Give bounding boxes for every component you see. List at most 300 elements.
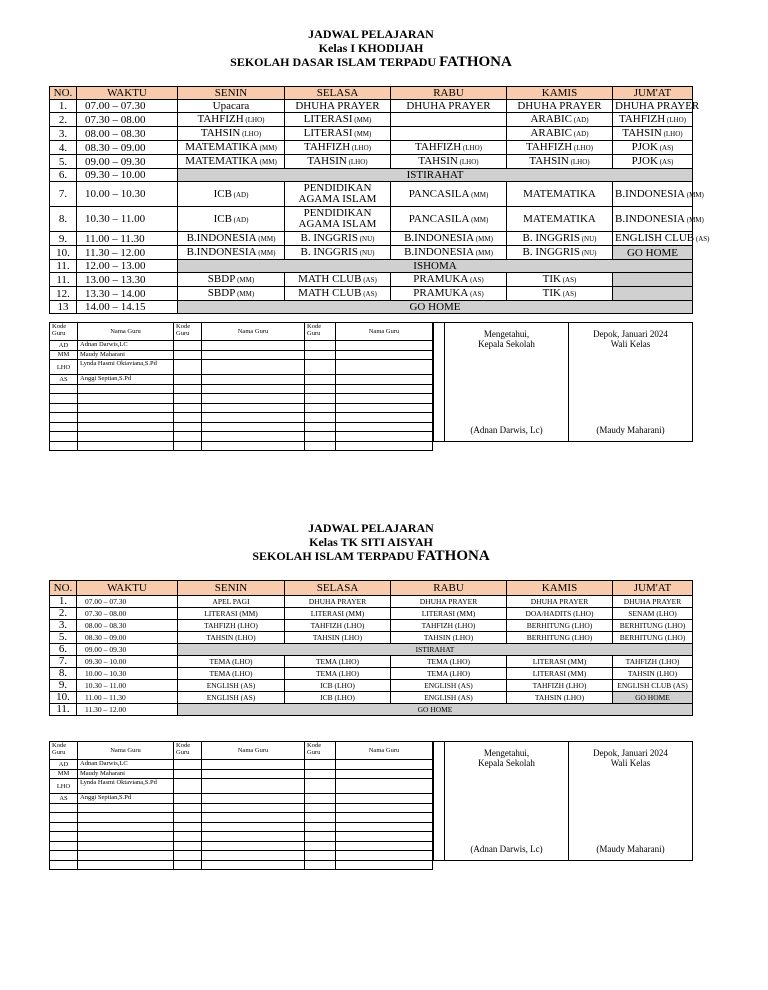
lesson-cell bbox=[613, 273, 693, 287]
row-number: 7. bbox=[50, 656, 77, 668]
legend-row bbox=[50, 341, 433, 351]
lesson-cell: ISTIRAHAT bbox=[178, 644, 693, 656]
empty-cell bbox=[174, 375, 202, 385]
lesson-cell: TEMA (LHO) bbox=[178, 656, 285, 668]
lesson-cell: MATEMATIKA (MM) bbox=[178, 141, 285, 155]
column-header: WAKTU bbox=[77, 87, 178, 100]
lesson-cell bbox=[613, 287, 693, 301]
empty-cell bbox=[50, 394, 78, 404]
table-row bbox=[50, 692, 693, 704]
empty-cell bbox=[78, 441, 174, 451]
lesson-cell: DHUHA PRAYER bbox=[285, 100, 391, 113]
lesson-cell: LITERASI (MM) bbox=[507, 668, 613, 680]
time-slot: 07.00 – 07.30 bbox=[77, 100, 178, 113]
lesson-cell: ISTIRAHAT bbox=[178, 169, 693, 182]
teacher-code: AS bbox=[50, 794, 78, 804]
time-slot: 09.30 – 10.00 bbox=[77, 169, 178, 182]
lesson-cell: Upacara bbox=[178, 100, 285, 113]
row-number: 5. bbox=[50, 155, 77, 169]
legend-code-header: Kode Guru bbox=[174, 323, 202, 341]
empty-cell bbox=[305, 803, 336, 813]
schedule-2-school: SEKOLAH ISLAM TERPADU FATHONA bbox=[252, 548, 490, 564]
lesson-cell bbox=[391, 113, 507, 127]
lesson-cell: LITERASI (MM) bbox=[285, 113, 391, 127]
lesson-cell: LITERASI (MM) bbox=[285, 608, 391, 620]
lesson-cell: TAHSIN (LHO) bbox=[178, 127, 285, 141]
empty-cell bbox=[174, 841, 202, 851]
teacher-legend-table-1 bbox=[49, 322, 433, 451]
lesson-cell: ARABIC (AD) bbox=[507, 127, 613, 141]
empty-cell bbox=[202, 375, 305, 385]
empty-cell bbox=[336, 422, 433, 432]
lesson-cell: TAHFIZH (LHO) bbox=[507, 680, 613, 692]
empty-cell bbox=[305, 350, 336, 360]
teacher-legend-2 bbox=[49, 741, 433, 861]
time-slot: 13.00 – 13.30 bbox=[77, 273, 178, 287]
legend-row bbox=[50, 422, 433, 432]
empty-cell bbox=[336, 779, 433, 794]
empty-cell bbox=[336, 384, 433, 394]
empty-cell bbox=[202, 803, 305, 813]
empty-cell bbox=[202, 769, 305, 779]
lesson-cell: DHUHA PRAYER bbox=[391, 100, 507, 113]
empty-cell bbox=[78, 822, 174, 832]
lesson-cell: DHUHA PRAYER bbox=[507, 100, 613, 113]
row-number: 11. bbox=[50, 273, 77, 287]
empty-cell bbox=[305, 851, 336, 861]
empty-cell bbox=[202, 779, 305, 794]
empty-cell bbox=[174, 794, 202, 804]
empty-cell bbox=[336, 822, 433, 832]
row-number: 2. bbox=[50, 608, 77, 620]
empty-cell bbox=[336, 760, 433, 770]
signature-principal: Mengetahui, Kepala Sekolah (Adnan Darwis, Lc) bbox=[445, 742, 568, 860]
legend-row bbox=[50, 769, 433, 779]
empty-cell bbox=[50, 432, 78, 442]
time-slot: 09.30 – 10.00 bbox=[77, 656, 178, 668]
teacher-name: Anggi Septian,S.Pd bbox=[78, 794, 174, 804]
table-row bbox=[50, 608, 693, 620]
legend-code-header: Kode Guru bbox=[50, 323, 78, 341]
empty-cell bbox=[336, 860, 433, 870]
empty-cell bbox=[202, 432, 305, 442]
empty-cell bbox=[202, 832, 305, 842]
lesson-cell: PRAMUKA (AS) bbox=[391, 273, 507, 287]
lesson-cell: ENGLISH (AS) bbox=[178, 680, 285, 692]
teacher-code: AD bbox=[50, 341, 78, 351]
lesson-cell: SENAM (LHO) bbox=[613, 608, 693, 620]
empty-cell bbox=[174, 422, 202, 432]
lesson-cell: TAHSIN (LHO) bbox=[507, 155, 613, 169]
time-slot: 07.30 – 08.00 bbox=[77, 113, 178, 127]
empty-cell bbox=[336, 432, 433, 442]
lesson-cell: TIK (AS) bbox=[507, 273, 613, 287]
lesson-cell: TAHSIN (LHO) bbox=[178, 632, 285, 644]
table-row bbox=[50, 704, 693, 716]
table-row bbox=[50, 127, 693, 141]
row-number: 3. bbox=[50, 127, 77, 141]
empty-cell bbox=[305, 760, 336, 770]
lesson-cell: LITERASI (MM) bbox=[285, 127, 391, 141]
schedule-2-header bbox=[49, 521, 693, 563]
legend-code-header: Kode Guru bbox=[174, 742, 202, 760]
table-row bbox=[50, 596, 693, 608]
legend-row bbox=[50, 432, 433, 442]
lesson-cell: TAHSIN (LHO) bbox=[391, 155, 507, 169]
empty-cell bbox=[174, 384, 202, 394]
empty-cell bbox=[305, 432, 336, 442]
schedule-2-class: Kelas TK SITI AISYAH bbox=[309, 535, 433, 549]
empty-cell bbox=[305, 394, 336, 404]
legend-row bbox=[50, 860, 433, 870]
row-number: 13 bbox=[50, 301, 77, 314]
row-number: 12. bbox=[50, 287, 77, 301]
lesson-cell: TAHSIN (LHO) bbox=[613, 668, 693, 680]
schedule-2-title: JADWAL PELAJARAN bbox=[308, 521, 434, 535]
column-header: SELASA bbox=[285, 87, 391, 100]
row-number: 9. bbox=[50, 680, 77, 692]
table-row bbox=[50, 141, 693, 155]
legend-row bbox=[50, 350, 433, 360]
empty-cell bbox=[202, 422, 305, 432]
signature-box-1 bbox=[444, 322, 693, 442]
column-header: JUM'AT bbox=[613, 581, 693, 596]
empty-cell bbox=[174, 832, 202, 842]
lesson-cell: TEMA (LHO) bbox=[285, 656, 391, 668]
homeroom-name: (Maudy Maharani) bbox=[596, 844, 665, 854]
table-row bbox=[50, 182, 693, 207]
empty-cell bbox=[78, 384, 174, 394]
lesson-cell: TEMA (LHO) bbox=[285, 668, 391, 680]
table-row bbox=[50, 644, 693, 656]
empty-cell bbox=[305, 413, 336, 423]
legend-row bbox=[50, 841, 433, 851]
legend-name-header: Nama Guru bbox=[336, 742, 433, 760]
empty-cell bbox=[202, 413, 305, 423]
empty-cell bbox=[336, 375, 433, 385]
empty-cell bbox=[305, 360, 336, 375]
lesson-cell: TAHSIN (LHO) bbox=[391, 632, 507, 644]
time-slot: 10.00 – 10.30 bbox=[77, 668, 178, 680]
empty-cell bbox=[174, 403, 202, 413]
empty-cell bbox=[78, 413, 174, 423]
lesson-cell: ICB (LHO) bbox=[285, 680, 391, 692]
column-header: KAMIS bbox=[507, 581, 613, 596]
schedule-1-title: JADWAL PELAJARAN bbox=[308, 27, 434, 41]
empty-cell bbox=[174, 803, 202, 813]
time-slot: 13.30 – 14.00 bbox=[77, 287, 178, 301]
empty-cell bbox=[336, 413, 433, 423]
empty-cell bbox=[305, 422, 336, 432]
row-number: 8. bbox=[50, 207, 77, 232]
empty-cell bbox=[336, 403, 433, 413]
lesson-cell: B.INDONESIA (MM) bbox=[178, 232, 285, 246]
table-row bbox=[50, 287, 693, 301]
lesson-cell: TAHSIN (LHO) bbox=[285, 155, 391, 169]
lesson-cell: MATEMATIKA bbox=[507, 207, 613, 232]
lesson-cell: TAHFIZH (LHO) bbox=[507, 141, 613, 155]
lesson-cell: TAHFIZH (LHO) bbox=[178, 113, 285, 127]
row-number: 4. bbox=[50, 141, 77, 155]
row-number: 6. bbox=[50, 644, 77, 656]
table-row bbox=[50, 620, 693, 632]
lesson-cell: PANCASILA (MM) bbox=[391, 182, 507, 207]
lesson-cell: TAHFIZH (LHO) bbox=[285, 620, 391, 632]
column-header: SELASA bbox=[285, 581, 391, 596]
lesson-cell: BERHITUNG (LHO) bbox=[507, 632, 613, 644]
column-header: JUM'AT bbox=[613, 87, 693, 100]
empty-cell bbox=[174, 851, 202, 861]
column-header: WAKTU bbox=[77, 581, 178, 596]
lesson-cell: SBDP (MM) bbox=[178, 273, 285, 287]
column-header: SENIN bbox=[178, 581, 285, 596]
lesson-cell: PJOK (AS) bbox=[613, 155, 693, 169]
lesson-cell: DHUHA PRAYER bbox=[285, 596, 391, 608]
empty-cell bbox=[336, 360, 433, 375]
empty-cell bbox=[174, 860, 202, 870]
lesson-cell: TAHFIZH (LHO) bbox=[391, 141, 507, 155]
column-header: NO. bbox=[50, 87, 77, 100]
column-header: RABU bbox=[391, 87, 507, 100]
teacher-legend-table-2 bbox=[49, 741, 433, 870]
empty-cell bbox=[174, 822, 202, 832]
empty-cell bbox=[305, 841, 336, 851]
teacher-name: Lynda Hasmi Oktaviana,S.Pd bbox=[78, 360, 174, 375]
lesson-cell: TIK (AS) bbox=[507, 287, 613, 301]
empty-cell bbox=[202, 394, 305, 404]
empty-cell bbox=[202, 403, 305, 413]
empty-cell bbox=[50, 832, 78, 842]
empty-cell bbox=[50, 441, 78, 451]
lesson-cell: DHUHA PRAYER bbox=[391, 596, 507, 608]
table-row bbox=[50, 207, 693, 232]
row-number: 5. bbox=[50, 632, 77, 644]
lesson-cell: BERHITUNG (LHO) bbox=[613, 620, 693, 632]
lesson-cell: MATEMATIKA (MM) bbox=[178, 155, 285, 169]
time-slot: 07.30 – 08.00 bbox=[77, 608, 178, 620]
lesson-cell: TAHFIZH (LHO) bbox=[613, 113, 693, 127]
empty-cell bbox=[336, 341, 433, 351]
lesson-cell: B.INDONESIA (MM) bbox=[391, 232, 507, 246]
lesson-cell: GO HOME bbox=[613, 246, 693, 260]
empty-cell bbox=[78, 860, 174, 870]
teacher-code: MM bbox=[50, 350, 78, 360]
teacher-name: Adnan Darwis,LC bbox=[78, 760, 174, 770]
row-number: 10. bbox=[50, 246, 77, 260]
legend-name-header: Nama Guru bbox=[78, 323, 174, 341]
legend-row bbox=[50, 794, 433, 804]
legend-row bbox=[50, 779, 433, 794]
lesson-cell: SBDP (MM) bbox=[178, 287, 285, 301]
empty-cell bbox=[202, 760, 305, 770]
time-slot: 10.30 – 11.00 bbox=[77, 680, 178, 692]
column-header: RABU bbox=[391, 581, 507, 596]
empty-cell bbox=[336, 803, 433, 813]
empty-cell bbox=[336, 441, 433, 451]
time-slot: 14.00 – 14.15 bbox=[77, 301, 178, 314]
lesson-cell: MATH CLUB (AS) bbox=[285, 273, 391, 287]
legend-header-row bbox=[50, 323, 433, 341]
teacher-name: Lynda Hasmi Oktaviana,S.Pd bbox=[78, 779, 174, 794]
empty-cell bbox=[305, 375, 336, 385]
empty-cell bbox=[50, 413, 78, 423]
legend-row bbox=[50, 394, 433, 404]
empty-cell bbox=[78, 841, 174, 851]
table-row bbox=[50, 632, 693, 644]
empty-cell bbox=[305, 384, 336, 394]
legend-code-header: Kode Guru bbox=[305, 323, 336, 341]
signature-homeroom: Depok, Januari 2024 Wali Kelas (Maudy Maharani) bbox=[568, 323, 692, 441]
lesson-cell: DHUHA PRAYER bbox=[613, 100, 693, 113]
legend-row bbox=[50, 803, 433, 813]
empty-cell bbox=[174, 341, 202, 351]
lesson-cell: LITERASI (MM) bbox=[178, 608, 285, 620]
table-row bbox=[50, 113, 693, 127]
row-number: 1. bbox=[50, 100, 77, 113]
lesson-cell: B. INGGRIS (NU) bbox=[507, 246, 613, 260]
time-slot: 09.00 – 09.30 bbox=[77, 644, 178, 656]
schedule-1-header bbox=[49, 27, 693, 69]
teacher-name: Maudy Maharani bbox=[78, 769, 174, 779]
empty-cell bbox=[305, 822, 336, 832]
empty-cell bbox=[305, 832, 336, 842]
empty-cell bbox=[202, 441, 305, 451]
legend-name-header: Nama Guru bbox=[336, 323, 433, 341]
lesson-cell: TAHSIN (LHO) bbox=[613, 127, 693, 141]
principal-name: (Adnan Darwis, Lc) bbox=[470, 425, 543, 435]
column-header: KAMIS bbox=[507, 87, 613, 100]
empty-cell bbox=[50, 403, 78, 413]
empty-cell bbox=[336, 794, 433, 804]
empty-cell bbox=[78, 403, 174, 413]
lesson-cell: B.INDONESIA (MM) bbox=[613, 182, 693, 207]
time-slot: 08.30 – 09.00 bbox=[77, 632, 178, 644]
lesson-cell: TAHFIZH (LHO) bbox=[285, 141, 391, 155]
legend-row bbox=[50, 760, 433, 770]
table-row bbox=[50, 656, 693, 668]
legend-row bbox=[50, 822, 433, 832]
table-row bbox=[50, 246, 693, 260]
lesson-cell: TAHSIN (LHO) bbox=[507, 692, 613, 704]
teacher-name: Maudy Maharani bbox=[78, 350, 174, 360]
row-number: 6. bbox=[50, 169, 77, 182]
table-row bbox=[50, 155, 693, 169]
lesson-cell bbox=[391, 127, 507, 141]
time-slot: 08.00 – 08.30 bbox=[77, 620, 178, 632]
lesson-cell: ENGLISH CLUB (AS) bbox=[613, 680, 693, 692]
lesson-cell: ENGLISH CLUB (AS) bbox=[613, 232, 693, 246]
teacher-code: MM bbox=[50, 769, 78, 779]
empty-cell bbox=[174, 350, 202, 360]
legend-row bbox=[50, 403, 433, 413]
lesson-cell: PJOK (AS) bbox=[613, 141, 693, 155]
time-slot: 11.30 – 12.00 bbox=[77, 246, 178, 260]
empty-cell bbox=[78, 394, 174, 404]
empty-cell bbox=[305, 860, 336, 870]
time-slot: 10.30 – 11.00 bbox=[77, 207, 178, 232]
lesson-cell: TAHSIN (LHO) bbox=[285, 632, 391, 644]
legend-row bbox=[50, 375, 433, 385]
row-number: 3. bbox=[50, 620, 77, 632]
teacher-name: Adnan Darwis,LC bbox=[78, 341, 174, 351]
lesson-cell: B.INDONESIA (MM) bbox=[613, 207, 693, 232]
row-number: 2. bbox=[50, 113, 77, 127]
lesson-cell: MATEMATIKA bbox=[507, 182, 613, 207]
lesson-cell: GO HOME bbox=[178, 301, 693, 314]
lesson-cell: MATH CLUB (AS) bbox=[285, 287, 391, 301]
empty-cell bbox=[78, 813, 174, 823]
lesson-cell: ENGLISH (AS) bbox=[391, 692, 507, 704]
legend-code-header: Kode Guru bbox=[305, 742, 336, 760]
empty-cell bbox=[336, 841, 433, 851]
schedule-2 bbox=[49, 580, 693, 716]
time-slot: 08.00 – 08.30 bbox=[77, 127, 178, 141]
schedule-2-table bbox=[49, 580, 693, 716]
lesson-cell: TAHFIZH (LHO) bbox=[391, 620, 507, 632]
schedule-1-table bbox=[49, 86, 710, 314]
empty-cell bbox=[78, 803, 174, 813]
lesson-cell: BERHITUNG (LHO) bbox=[507, 620, 613, 632]
signature-box-2 bbox=[444, 741, 693, 861]
lesson-cell: LITERASI (MM) bbox=[507, 656, 613, 668]
empty-cell bbox=[305, 769, 336, 779]
empty-cell bbox=[336, 394, 433, 404]
teacher-code: AS bbox=[50, 375, 78, 385]
empty-cell bbox=[50, 860, 78, 870]
time-slot: 07.00 – 07.30 bbox=[77, 596, 178, 608]
time-slot: 11.30 – 12.00 bbox=[77, 704, 178, 716]
empty-cell bbox=[174, 413, 202, 423]
empty-cell bbox=[305, 813, 336, 823]
legend-row bbox=[50, 360, 433, 375]
time-slot: 09.00 – 09.30 bbox=[77, 155, 178, 169]
empty-cell bbox=[50, 803, 78, 813]
row-number: 7. bbox=[50, 182, 77, 207]
time-slot: 08.30 – 09.00 bbox=[77, 141, 178, 155]
table-row bbox=[50, 169, 693, 182]
teacher-code: LHO bbox=[50, 360, 78, 375]
empty-cell bbox=[336, 832, 433, 842]
teacher-name: Anggi Septian,S.Pd bbox=[78, 375, 174, 385]
row-number: 11. bbox=[50, 704, 77, 716]
teacher-legend-1 bbox=[49, 322, 433, 442]
row-number: 10. bbox=[50, 692, 77, 704]
empty-cell bbox=[202, 822, 305, 832]
lesson-cell: B.INDONESIA (MM) bbox=[178, 246, 285, 260]
signature-homeroom: Depok, Januari 2024 Wali Kelas (Maudy Maharani) bbox=[568, 742, 692, 860]
empty-cell bbox=[78, 832, 174, 842]
lesson-cell: ENGLISH (AS) bbox=[391, 680, 507, 692]
empty-cell bbox=[50, 813, 78, 823]
legend-header-row bbox=[50, 742, 433, 760]
signature-principal: Mengetahui, Kepala Sekolah (Adnan Darwis, Lc) bbox=[445, 323, 568, 441]
lesson-cell: DOA/HADITS (LHO) bbox=[507, 608, 613, 620]
legend-name-header: Nama Guru bbox=[202, 323, 305, 341]
legend-row bbox=[50, 413, 433, 423]
empty-cell bbox=[174, 360, 202, 375]
empty-cell bbox=[174, 432, 202, 442]
lesson-cell: TAHFIZH (LHO) bbox=[178, 620, 285, 632]
empty-cell bbox=[305, 779, 336, 794]
lesson-cell: B. INGGRIS (NU) bbox=[507, 232, 613, 246]
empty-cell bbox=[78, 851, 174, 861]
empty-cell bbox=[50, 422, 78, 432]
empty-cell bbox=[78, 422, 174, 432]
principal-name: (Adnan Darwis, Lc) bbox=[470, 844, 543, 854]
empty-cell bbox=[202, 360, 305, 375]
lesson-cell: PENDIDIKAN AGAMA ISLAM bbox=[285, 182, 391, 207]
legend-row bbox=[50, 441, 433, 451]
